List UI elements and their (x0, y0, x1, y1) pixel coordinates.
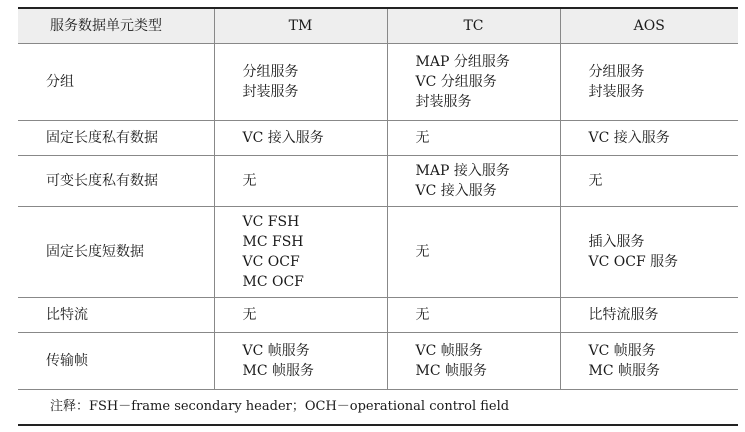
cell-tc: 无 (387, 298, 560, 333)
cell-aos: 无 (560, 156, 738, 207)
cell-tm: 分组服务 封装服务 (214, 44, 387, 121)
table-row (18, 156, 738, 207)
cell-aos: VC 接入服务 (560, 121, 738, 156)
cell-type: 比特流 (18, 298, 214, 333)
cell-tm: 无 (214, 156, 387, 207)
table-header (18, 8, 738, 44)
table-note: 注释：FSH－frame secondary header；OCH－operational control field (18, 390, 738, 426)
cell-tc: 无 (387, 121, 560, 156)
table-row (18, 298, 738, 333)
cell-aos: VC 帧服务 MC 帧服务 (560, 333, 738, 390)
table-row (18, 44, 738, 121)
cell-type: 固定长度私有数据 (18, 121, 214, 156)
cell-aos: 比特流服务 (560, 298, 738, 333)
header-row (18, 8, 738, 44)
service-data-unit-table (18, 7, 738, 426)
cell-tm: VC 帧服务 MC 帧服务 (214, 333, 387, 390)
table-row (18, 207, 738, 298)
cell-type: 分组 (18, 44, 214, 121)
cell-type: 传输帧 (18, 333, 214, 390)
cell-tc: 无 (387, 207, 560, 298)
header-tc: TC (387, 8, 560, 44)
cell-tm: VC 接入服务 (214, 121, 387, 156)
cell-tm: VC FSH MC FSH VC OCF MC OCF (214, 207, 387, 298)
table-row (18, 121, 738, 156)
cell-tc: VC 帧服务 MC 帧服务 (387, 333, 560, 390)
table-row (18, 333, 738, 390)
cell-tc: MAP 接入服务 VC 接入服务 (387, 156, 560, 207)
cell-aos: 插入服务 VC OCF 服务 (560, 207, 738, 298)
cell-tm: 无 (214, 298, 387, 333)
table-body (18, 44, 738, 426)
header-type: 服务数据单元类型 (18, 8, 214, 44)
cell-aos: 分组服务 封装服务 (560, 44, 738, 121)
header-aos: AOS (560, 8, 738, 44)
cell-type: 固定长度短数据 (18, 207, 214, 298)
header-tm: TM (214, 8, 387, 44)
cell-type: 可变长度私有数据 (18, 156, 214, 207)
cell-tc: MAP 分组服务 VC 分组服务 封装服务 (387, 44, 560, 121)
table-note-row (18, 390, 738, 426)
